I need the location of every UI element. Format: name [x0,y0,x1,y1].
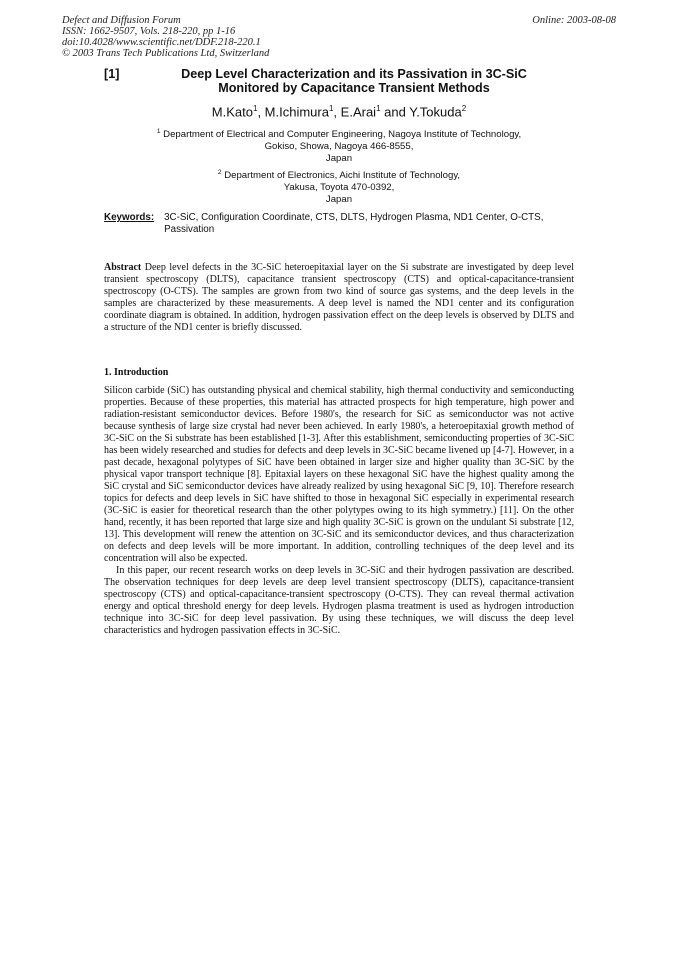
paragraph: Silicon carbide (SiC) has outstanding physical and chemical stability, high thermal conductivity and semiconducting properties. Because of these properties, this material has attracted prospects for high temperature, high power and radiation-resistant semiconductor devices. Before 1980's, the research for SiC as semiconductor was not active because synthesis of large size crystal had never been achieved. In early 1980's, a heteroepitaxial growth method of 3C-SiC on the Si substrate has been established [1-3]. After this establishment, semiconducting properties of 3C-SiC has been widely researched and studies for defects and deep levels in 3C-SiC became livened up [4-7]. However, in a past decade, hexagonal polytypes of SiC have been obtained in larger size and higher quality than 3C-SiC by the physical vapor transport technique [8]. Epitaxial layers on these hexagonal SiC have the highest quality among the SiC crystal and SiC semiconductor devices have already realized by using hexagonal SiC [9, 10]. Therefore research topics for defects and deep levels in SiC have shifted to those in hexagonal SiC especially in experimental research (3C-SiC is easier for theoretical research than the other polytypes owing to its high symmetry.) [11]. On the other hand, recently, it has been reported that large size and high quality 3C-SiC is grown on the undulant Si substrate [12, 13]. This development will renew the attention on 3C-SiC and its semiconductor devices, and thus characterization on defects and deep levels will be more important. In addition, controlling techniques of the deep level and its concentration will also be expected. [104,385,574,564]
abstract [104,262,574,334]
author-separator: and [380,104,410,120]
affiliation-1 [104,126,574,165]
keywords [104,212,574,236]
affiliation-mark: 1 [156,128,161,135]
doi-line: doi:10.4028/www.scientific.net/DDF.218-220.1 [62,37,261,48]
affiliation-line: Gokiso, Showa, Nagoya 466-8555, [264,141,414,153]
affiliation-line: Yakusa, Toyota 470-0392, [283,182,395,194]
reference-number: [1] [104,67,120,81]
author-name: M.Ichimura [264,104,329,120]
author-affil-mark: 1 [252,104,258,113]
paragraph: In this paper, our recent research works on deep levels in 3C-SiC and their hydrogen passivation are described. The observation techniques for deep levels are deep level transient spectroscopy (DLTS), capacitance-transient spectroscopy (CTS) and optical-capacitance-transient spectroscopy (O-CTS). They can reveal thermal activation energy and optical threshold energy for deep levels. Hydrogen plasma treatment is used as hydrogen introduction technique into 3C-SiC for deep level passivation. By using these techniques, we will discuss the deep level characteristics and hydrogen passivation effects in 3C-SiC. [104,565,574,636]
title-line-2: Monitored by Capacitance Transient Methods [218,81,490,95]
author-affil-mark: 1 [328,104,334,113]
title-line-1: Deep Level Characterization and its Passivation in 3C-SiC [181,67,527,81]
paper-title [104,67,574,95]
keywords-label: Keywords: [104,212,155,223]
affiliation-line: Japan [325,194,353,206]
author-affil-mark: 1 [376,104,381,113]
affiliation-mark: 2 [217,169,222,176]
author-separator: , [333,104,341,120]
affiliation-line: Department of Electronics, Aichi Institute of Technology, [224,170,461,182]
affiliation-2 [104,167,574,206]
author-name: Y.Tokuda [409,104,462,120]
keywords-text: 3C-SiC, Configuration Coordinate, CTS, DLTS, Hydrogen Plasma, ND1 Center, O-CTS, Passivation [164,212,544,235]
section-heading: 1. Introduction [104,367,169,378]
author-list [104,104,574,119]
affiliation-line: Department of Electrical and Computer Engineering, Nagoya Institute of Technology, [163,129,522,141]
author-separator: , [257,104,265,120]
copyright-line: © 2003 Trans Tech Publications Ltd, Switzerland [62,48,270,59]
affiliation-line: Japan [325,153,353,165]
author-name: M.Kato [211,104,253,120]
online-date: Online: 2003-08-08 [532,15,616,26]
author-name: E.Arai [340,104,377,120]
issn-line: ISSN: 1662-9507, Vols. 218-220, pp 1-16 [62,26,236,37]
abstract-text: Deep level defects in the 3C-SiC heteroepitaxial layer on the Si substrate are investigated by deep level transient spectroscopy (DLTS), capacitance transient spectroscopy (CTS) and optical-capacitance-transient spectroscopy (O-CTS). The samples are grown from two kind of source gas systems, and the deep levels in the samples are characterized by these measurements. A deep level is named the ND1 center and its configuration coordinate diagram is obtained. In addition, hydrogen passivation effect on the deep levels is observed by DLTS and a structure of the ND1 center is briefly discussed. [104,262,575,333]
journal-name: Defect and Diffusion Forum [62,15,181,26]
introduction-section [104,385,574,637]
abstract-label: Abstract [104,262,142,273]
author-affil-mark: 2 [461,104,467,113]
